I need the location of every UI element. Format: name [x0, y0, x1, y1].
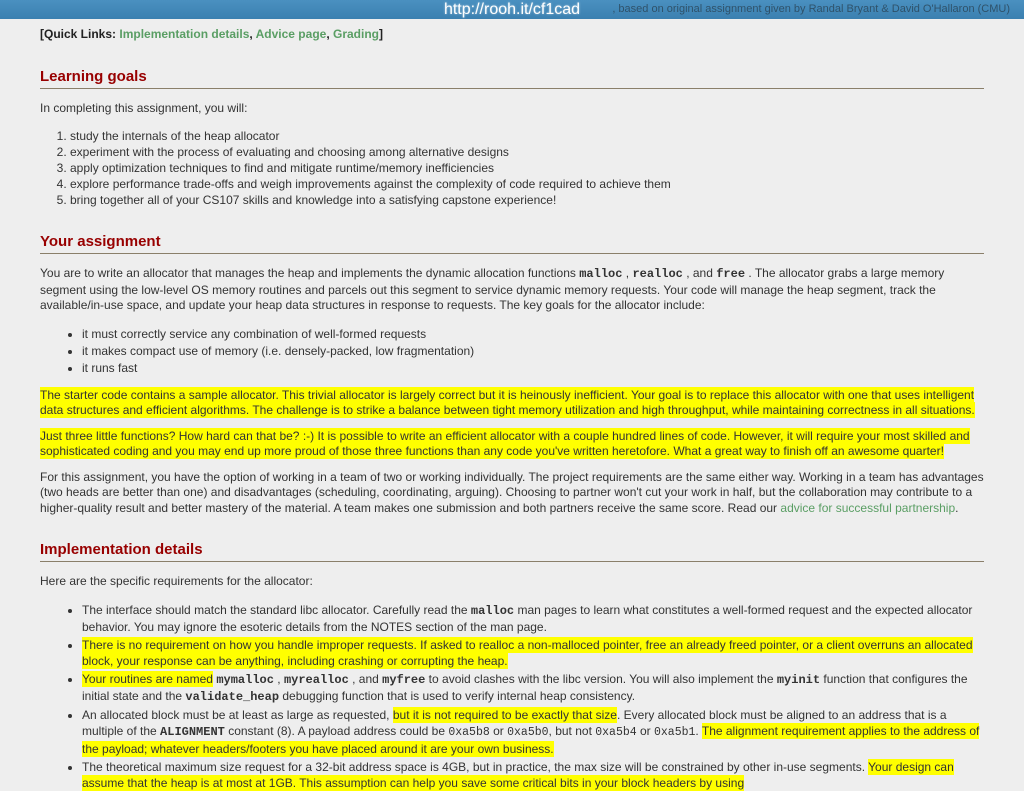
code-text: myinit	[776, 672, 821, 687]
code-text: realloc	[632, 267, 683, 281]
text: The theoretical maximum size request for a 32-bit address space is 4GB, but in practice, the max size will be constrained by other in-use segments.	[82, 759, 869, 774]
text: . The allocator grabs a large memory segment using the low-level OS memory routines and parcels out this segment to service dynamic memory requests. Your code will manage the heap segment, track the available/in-use space, and update your heap data structures in response to requests. The key goals for the allocator include:	[40, 266, 945, 312]
text: or	[489, 723, 508, 738]
list-item: • it runs fast	[82, 360, 984, 376]
teamwork-paragraph	[40, 470, 984, 517]
code-text: 0xa5b4	[595, 725, 637, 739]
list-item	[82, 602, 984, 635]
code-text: malloc	[579, 267, 623, 281]
code-text: 0xa5b1	[654, 725, 696, 739]
highlighted-text: The alignment requirement applies to the address of the payload; whatever headers/footers you have placed around it are your own business.	[82, 723, 980, 756]
text: You are to write an allocator that manages the heap and implements the dynamic allocation functions	[40, 266, 580, 280]
bold-text: ,	[249, 27, 256, 41]
list-item	[82, 707, 984, 757]
text: ,	[622, 266, 633, 280]
quick-link-implementation-details[interactable]: Implementation details	[119, 27, 250, 41]
highlighted-text: but it is not required to be exactly that size	[392, 707, 617, 722]
text: or	[636, 723, 654, 738]
code-text: myrealloc	[283, 672, 349, 687]
implementation-intro: Here are the specific requirements for the allocator:	[40, 574, 313, 588]
text: to avoid clashes with the libc version. You will also implement the	[425, 671, 777, 686]
quick-links	[40, 27, 984, 43]
highlighted-text: Just three little functions? How hard can that be? :-) It is possible to write an efficient allocator with a couple hundred lines of code. However, it will require your most skilled and sophisticated coding and you may end up more proud of those three functions than any code you've written heretofore. What a great way to finish off an awesome quarter!	[40, 428, 970, 458]
highlighted-text: The starter code contains a sample allocator. This trivial allocator is largely correct but it is heinously inefficient. Your goal is to replace this allocator with one that uses intelligent data structures and efficient algorithms. The challenge is to strike a balance between tight memory utilization and high throughput, while maintaining correctness in all situations.	[40, 387, 975, 417]
code-text: 0xa5b0	[507, 725, 549, 739]
text: .	[695, 723, 702, 738]
learning-goals-intro: In completing this assignment, you will:	[40, 100, 248, 115]
code-text: 0xa5b8	[448, 725, 490, 739]
list-item	[82, 671, 984, 705]
page-content	[40, 27, 984, 791]
code-text: ALIGNMENT	[160, 724, 225, 739]
list-item	[82, 759, 984, 791]
bold-text: ]	[379, 27, 384, 41]
attribution-text: , based on original assignment given by Randal Bryant & David O'Hallaron (CMU)	[612, 3, 1010, 15]
text: , but not	[548, 723, 596, 738]
three-functions-paragraph	[40, 429, 984, 460]
allocator-goals-list	[40, 326, 984, 376]
assignment-intro-paragraph	[40, 266, 984, 314]
highlighted-text: Your routines are named	[82, 671, 213, 686]
text: man pages to learn what constitutes a well-formed request and the expected allocator behavior. You may ignore the esoteric details from the NOTES section of the man page.	[82, 602, 973, 634]
text: An allocated block must be at least as large as requested,	[82, 707, 393, 722]
code-text: malloc	[470, 603, 515, 618]
text: function that configures the initial state and the	[82, 671, 968, 703]
text: constant (8). A payload address could be	[224, 723, 449, 738]
quick-link-advice-page[interactable]: Advice page	[255, 27, 327, 41]
list-item: 2. experiment with the process of evaluating and choosing among alternative designs	[70, 144, 984, 160]
text: . Every allocated block must be aligned to an address that is a multiple of the	[82, 707, 947, 738]
list-item: 1. study the internals of the heap allocator	[70, 128, 984, 144]
starter-code-paragraph	[40, 388, 984, 419]
list-item: 3. apply optimization techniques to find and mitigate runtime/memory inefficiencies	[70, 160, 984, 176]
section-title-implementation-details: Implementation details	[40, 541, 984, 562]
advice-partnership-link[interactable]: advice for successful partnership	[780, 500, 956, 515]
text: debugging function that is used to verify internal heap consistency.	[279, 688, 636, 703]
code-text: validate_heap	[185, 689, 280, 704]
url-overlay: http://rooh.it/cf1cad	[443, 1, 581, 18]
highlighted-text: Your design can assume that the heap is at most at 1GB. This assumption can help you save some critical bits in your block headers by using	[82, 759, 954, 790]
implementation-requirements-list	[40, 602, 984, 791]
bold-text: [Quick Links:	[40, 27, 120, 41]
highlighted-text: There is no requirement on how you handle improper requests. If asked to realloc a non-malloced pointer, free an already freed pointer, or a client overruns an allocated block, your response can be anything, including crashing or corrupting the heap.	[82, 637, 973, 668]
list-item: • it must correctly service any combination of well-formed requests	[82, 326, 984, 342]
text: ,	[273, 671, 284, 686]
quick-link-grading[interactable]: Grading	[333, 27, 380, 41]
text: .	[955, 500, 959, 515]
text: For this assignment, you have the option of working in a team of two or working individually. The project requirements are the same either way. Working in a team has advantages (two heads are better than one) and disadvantages (scheduling, coordinating, arguing). Choosing to partner won't cut your work in half, but the collaboration may contribute to a higher-quality result and better mastery of the material. A team makes one submission and both partners receive the same score. Read our	[40, 469, 984, 515]
section-title-learning-goals: Learning goals	[40, 68, 984, 89]
code-text: myfree	[382, 672, 426, 687]
code-text: mymalloc	[216, 672, 274, 687]
list-item: 5. bring together all of your CS107 skills and knowledge into a satisfying capstone experience!	[70, 192, 984, 208]
learning-goals-list	[40, 128, 984, 208]
list-item: 4. explore performance trade-offs and weigh improvements against the complexity of code required to achieve them	[70, 176, 984, 192]
bold-text: ,	[326, 27, 333, 41]
top-bar	[0, 0, 1024, 19]
text: , and	[348, 671, 383, 686]
list-item: • it makes compact use of memory (i.e. densely-packed, low fragmentation)	[82, 343, 984, 359]
code-text: free	[716, 267, 746, 281]
section-title-your-assignment: Your assignment	[40, 233, 984, 254]
list-item	[82, 637, 984, 669]
text: The interface should match the standard libc allocator. Carefully read the	[82, 602, 471, 617]
text: , and	[682, 266, 717, 280]
